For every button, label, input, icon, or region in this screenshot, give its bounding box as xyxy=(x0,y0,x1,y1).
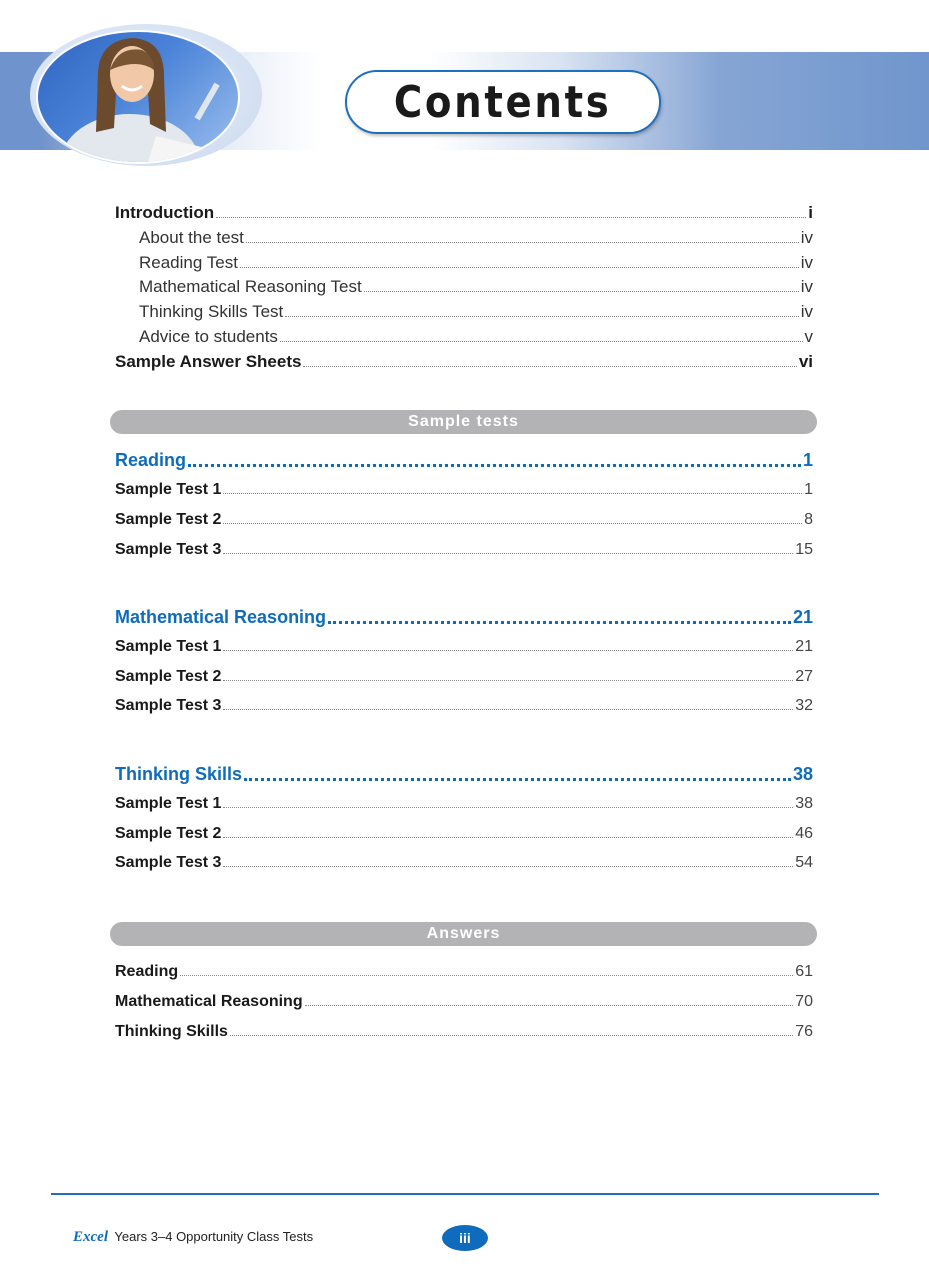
toc-page: 32 xyxy=(795,697,813,714)
toc-page: 70 xyxy=(795,993,813,1010)
toc-row[interactable] xyxy=(115,481,813,499)
section-bar-answers: Answers xyxy=(110,922,817,946)
toc-label: Reading Test xyxy=(139,253,238,272)
toc-page: iv xyxy=(800,302,813,321)
toc-row[interactable] xyxy=(115,302,813,322)
dot-leader xyxy=(223,492,802,494)
toc-page: 1 xyxy=(804,481,813,498)
contents-title-box xyxy=(345,70,661,134)
toc-label: Mathematical Reasoning xyxy=(115,993,303,1010)
toc-page: iv xyxy=(800,253,813,272)
dot-leader xyxy=(328,620,791,624)
toc-page: i xyxy=(808,203,813,222)
toc-label: Advice to students xyxy=(139,327,278,346)
dot-leader xyxy=(285,315,798,317)
toc-row[interactable] xyxy=(115,795,813,813)
toc-row[interactable] xyxy=(115,825,813,843)
toc-row[interactable] xyxy=(115,277,813,297)
dot-leader xyxy=(216,216,806,218)
dot-leader xyxy=(230,1034,793,1036)
toc-page: iv xyxy=(800,277,813,296)
toc-row[interactable] xyxy=(115,668,813,686)
toc-page: 27 xyxy=(795,668,813,685)
section-bar-sample-tests: Sample tests xyxy=(110,410,817,434)
toc-label: Sample Test 1 xyxy=(115,481,222,498)
toc-page: 21 xyxy=(792,607,813,627)
dot-leader xyxy=(188,463,801,467)
toc-label: Sample Test 2 xyxy=(115,825,222,842)
footer-book-title xyxy=(73,1229,313,1246)
toc-label: Reading xyxy=(115,450,187,470)
dot-leader xyxy=(223,836,793,838)
toc-page: 21 xyxy=(795,638,813,655)
toc-row[interactable] xyxy=(115,541,813,559)
dot-leader xyxy=(305,1004,794,1006)
footer-text: Years 3–4 Opportunity Class Tests xyxy=(114,1229,314,1244)
toc-row[interactable] xyxy=(115,511,813,529)
footer-rule xyxy=(51,1193,879,1195)
toc-page: 38 xyxy=(792,764,813,784)
toc-label: Introduction xyxy=(115,203,215,222)
toc-row[interactable] xyxy=(115,638,813,656)
toc-row[interactable] xyxy=(115,697,813,715)
toc-label: Sample Test 3 xyxy=(115,541,222,558)
dot-leader xyxy=(246,241,799,243)
toc-page: 8 xyxy=(804,511,813,528)
toc-page: v xyxy=(804,327,813,346)
toc-label: Reading xyxy=(115,963,179,980)
toc-page: 54 xyxy=(795,854,813,871)
page-number-badge: iii xyxy=(442,1225,488,1251)
toc-row[interactable] xyxy=(115,327,813,347)
toc-page: 15 xyxy=(795,541,813,558)
toc-label: Mathematical Reasoning xyxy=(115,607,327,627)
toc-page: 1 xyxy=(802,450,813,470)
toc-label: Sample Test 1 xyxy=(115,795,222,812)
brand-logo: Excel xyxy=(73,1229,108,1245)
dot-leader xyxy=(223,708,793,710)
toc-label: Mathematical Reasoning Test xyxy=(139,277,362,296)
toc-row[interactable] xyxy=(115,854,813,872)
toc-label: Thinking Skills Test xyxy=(139,302,284,321)
toc-section-heading[interactable] xyxy=(115,764,813,785)
toc-section-heading[interactable] xyxy=(115,607,813,628)
dot-leader xyxy=(364,290,799,292)
toc-page: vi xyxy=(798,352,813,371)
toc-page: iv xyxy=(800,228,813,247)
dot-leader xyxy=(223,522,802,524)
toc-row[interactable] xyxy=(115,993,813,1011)
toc-row[interactable] xyxy=(115,352,813,372)
toc-label: Sample Answer Sheets xyxy=(115,352,302,371)
toc-page: 61 xyxy=(795,963,813,980)
dot-leader xyxy=(223,552,793,554)
dot-leader xyxy=(223,649,793,651)
toc-page: 38 xyxy=(795,795,813,812)
dot-leader xyxy=(303,365,796,367)
toc-label: About the test xyxy=(139,228,244,247)
toc-row[interactable] xyxy=(115,1023,813,1041)
toc-row[interactable] xyxy=(115,963,813,981)
toc-page: 76 xyxy=(795,1023,813,1040)
student-photo xyxy=(36,30,240,164)
toc-page: 46 xyxy=(795,825,813,842)
toc-label: Thinking Skills xyxy=(115,764,243,784)
page-title: Contents xyxy=(394,76,612,128)
dot-leader xyxy=(223,679,793,681)
toc-row[interactable] xyxy=(115,253,813,273)
toc-label: Sample Test 1 xyxy=(115,638,222,655)
dot-leader xyxy=(223,806,793,808)
toc-row[interactable] xyxy=(115,228,813,248)
toc-section-heading[interactable] xyxy=(115,450,813,471)
toc-label: Sample Test 3 xyxy=(115,697,222,714)
toc-label: Thinking Skills xyxy=(115,1023,228,1040)
dot-leader xyxy=(240,266,799,268)
toc-row[interactable] xyxy=(115,203,813,223)
toc-label: Sample Test 2 xyxy=(115,668,222,685)
dot-leader xyxy=(244,777,791,781)
dot-leader xyxy=(223,865,793,867)
dot-leader xyxy=(280,340,803,342)
toc-label: Sample Test 3 xyxy=(115,854,222,871)
toc-label: Sample Test 2 xyxy=(115,511,222,528)
dot-leader xyxy=(180,974,793,976)
